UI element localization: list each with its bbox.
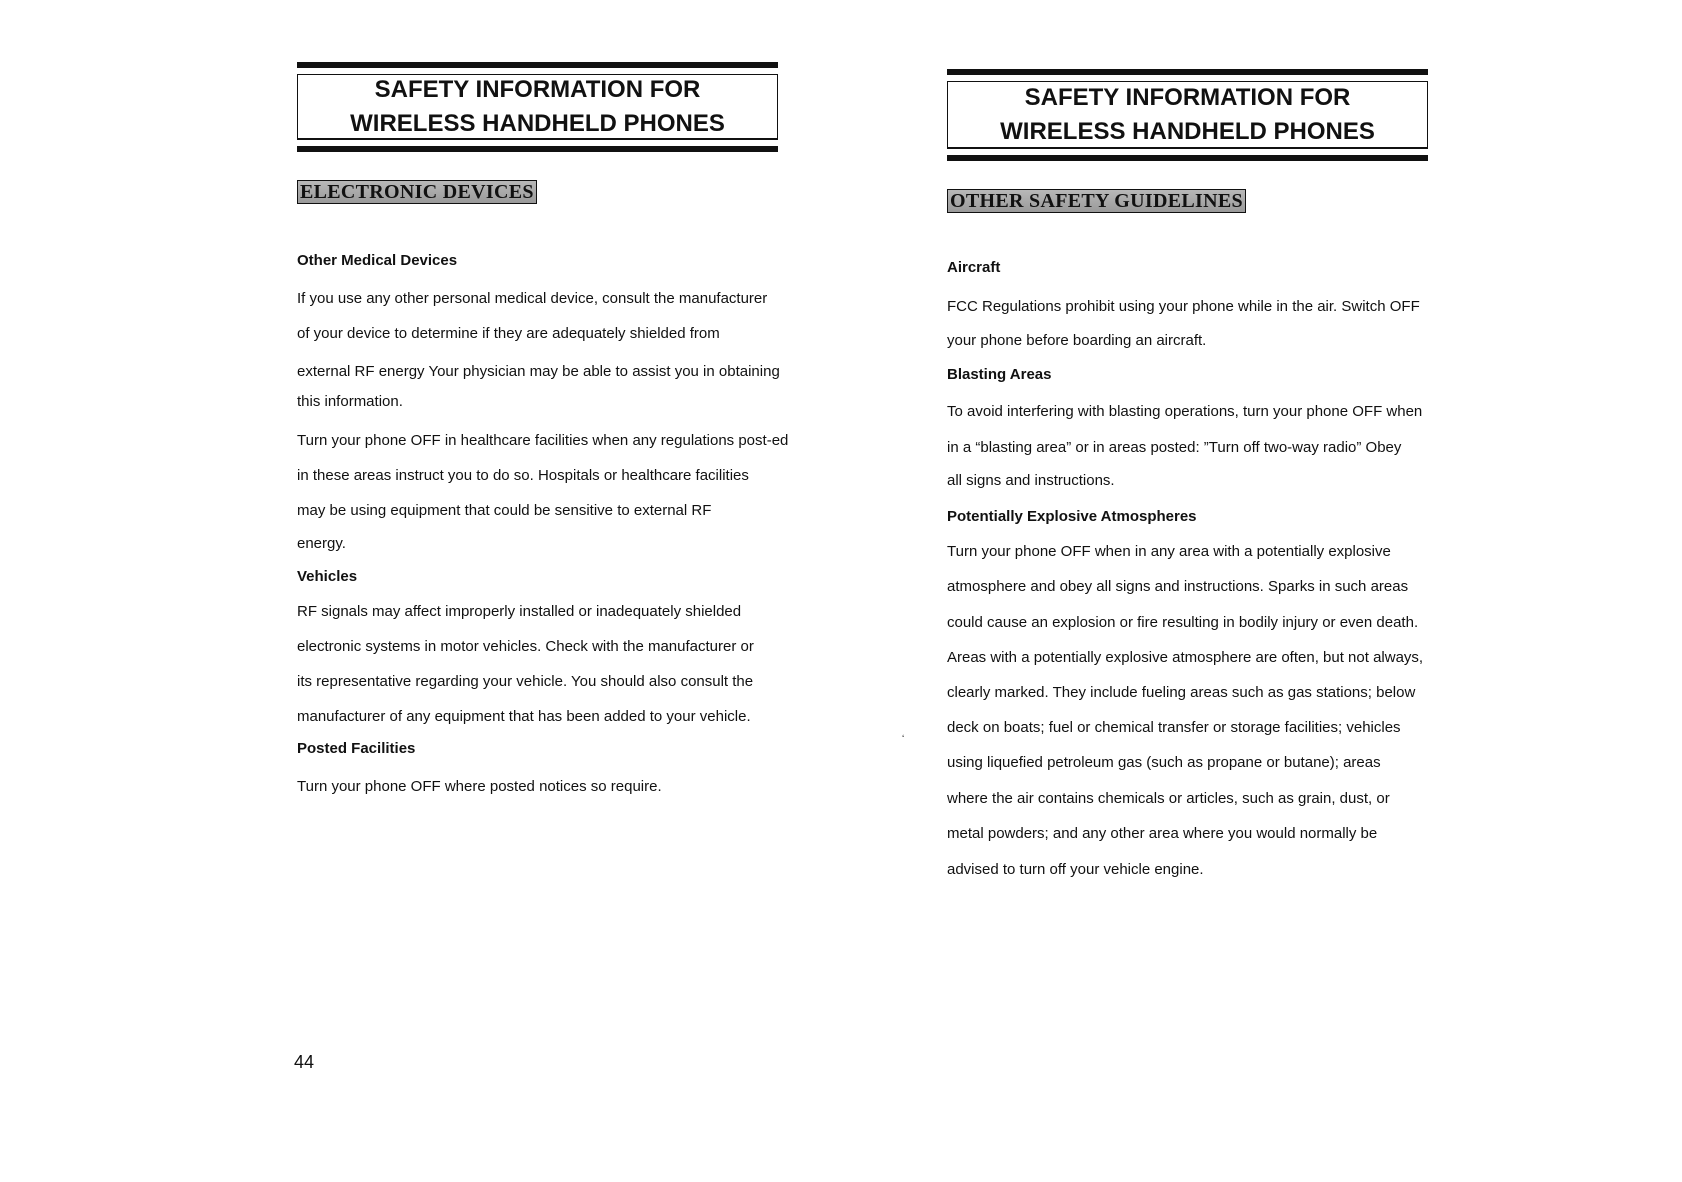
paragraph-line: in these areas instruct you to do so. Hospitals or healthcare facilities — [297, 467, 749, 484]
section-label: ELECTRONIC DEVICES — [297, 180, 537, 204]
paragraph-line: could cause an explosion or fire resulting in bodily injury or even death. — [947, 614, 1419, 631]
subheading: Posted Facilities — [297, 740, 416, 757]
header-line-1: SAFETY INFORMATION FOR — [374, 75, 701, 103]
paragraph-line: atmosphere and obey all signs and instructions. Sparks in such areas — [947, 578, 1409, 595]
header-line-2: WIRELESS HANDHELD PHONES — [1000, 117, 1375, 145]
paragraph-line: metal powders; and any other area where you would normally be — [947, 825, 1378, 842]
paragraph-line: To avoid interfering with blasting operations, turn your phone OFF when — [947, 403, 1423, 420]
stray-mark: ʻ — [902, 734, 905, 745]
header-line-1: SAFETY INFORMATION FOR — [1024, 83, 1351, 111]
paragraph-line: your phone before boarding an aircraft. — [947, 332, 1207, 349]
page-number: 44 — [294, 1052, 315, 1072]
paragraph-line: RF signals may affect improperly installed or inadequately shielded — [297, 603, 742, 620]
right-page — [841, 0, 1682, 1182]
page-header-frame — [297, 74, 778, 140]
paragraph-line: FCC Regulations prohibit using your phone while in the air. Switch OFF — [947, 298, 1420, 315]
paragraph-line: clearly marked. They include fueling areas such as gas stations; below — [947, 684, 1416, 701]
paragraph-line: Turn your phone OFF when in any area with a potentially explosive — [947, 543, 1391, 560]
subheading: Potentially Explosive Atmospheres — [947, 508, 1197, 525]
paragraph-line: manufacturer of any equipment that has been added to your vehicle. — [297, 708, 751, 725]
paragraph-line: this information. — [297, 393, 403, 410]
subheading: Other Medical Devices — [297, 252, 458, 269]
paragraph-line: of your device to determine if they are adequately shielded from — [297, 325, 720, 342]
paragraph-line: energy. — [297, 535, 346, 552]
paragraph-line: may be using equipment that could be sensitive to external RF — [297, 502, 712, 519]
subheading: Vehicles — [297, 568, 358, 585]
paragraph-line: all signs and instructions. — [947, 472, 1115, 489]
paragraph-line: Areas with a potentially explosive atmosphere are often, but not always, — [947, 649, 1424, 666]
paragraph-line: Turn your phone OFF where posted notices so require. — [297, 778, 662, 795]
paragraph-line: Turn your phone OFF in healthcare facilities when any regulations post-ed — [297, 432, 789, 449]
header-line-2: WIRELESS HANDHELD PHONES — [350, 109, 725, 137]
paragraph-line: where the air contains chemicals or articles, such as grain, dust, or — [947, 790, 1390, 807]
paragraph-line: external RF energy Your physician may be able to assist you in obtaining — [297, 363, 780, 380]
section-label: OTHER SAFETY GUIDELINES — [947, 189, 1246, 213]
paragraph-line: using liquefied petroleum gas (such as propane or butane); areas — [947, 754, 1381, 771]
paragraph-line: electronic systems in motor vehicles. Check with the manufacturer or — [297, 638, 754, 655]
subheading: Blasting Areas — [947, 366, 1052, 383]
page-header-frame — [947, 81, 1428, 149]
subheading: Aircraft — [947, 259, 1001, 276]
paragraph-line: its representative regarding your vehicle. You should also consult the — [297, 673, 754, 690]
paragraph-line: advised to turn off your vehicle engine. — [947, 861, 1204, 878]
paragraph-line: If you use any other personal medical device, consult the manufacturer — [297, 290, 768, 307]
paragraph-line: in a “blasting area” or in areas posted: ”Turn off two-way radio” Obey — [947, 439, 1402, 456]
page-header-box — [947, 69, 1428, 161]
page-header-box — [297, 62, 778, 152]
paragraph-line: deck on boats; fuel or chemical transfer or storage facilities; vehicles — [947, 719, 1401, 736]
